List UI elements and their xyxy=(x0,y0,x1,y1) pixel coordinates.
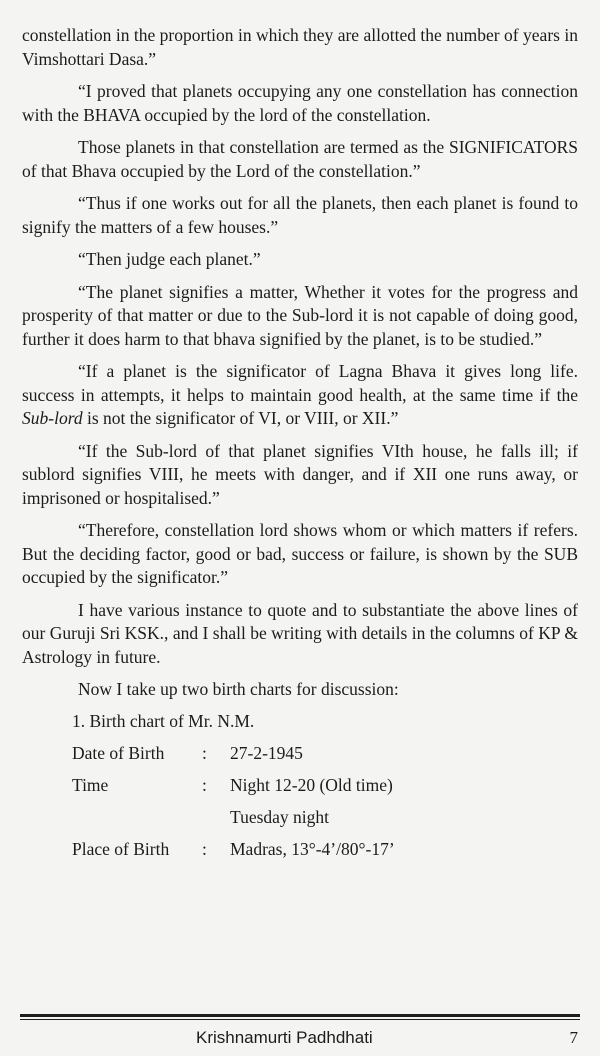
paragraph-4: “Thus if one works out for all the planets, then each planet is found to signify the matters of a few houses.” xyxy=(22,193,578,237)
time-label: Time xyxy=(72,775,109,795)
paragraph-7 xyxy=(22,360,578,431)
paragraph-8: “If the Sub-lord of that planet signifies VIth house, he falls ill; if sublord signifies VIII, he meets with danger, and if XII one runs away, or imprisoned or hospitalised.” xyxy=(22,440,578,508)
paragraph-3: Those planets in that constellation are termed as the SIGNIFICATORS of that Bhava occupied by the Lord of the constellation.” xyxy=(22,137,578,181)
place-colon: : xyxy=(202,839,207,859)
paragraph-9: “Therefore, constellation lord shows whom or which matters if refers. But the deciding factor, good or bad, success or failure, is shown by the SUB occupied by the significator.” xyxy=(22,520,578,587)
sub-lord-italic: Sub-lord xyxy=(22,408,83,428)
place-value: Madras, 13°-4’/80°-17’ xyxy=(230,839,395,859)
paragraph-2: “I proved that planets occupying any one constellation has connection with the BHAVA occupied by the lord of the constellation. xyxy=(22,81,578,125)
dob-colon: : xyxy=(202,743,207,763)
dob-row xyxy=(72,738,578,770)
paragraph-11: Now I take up two birth charts for discussion: xyxy=(78,679,399,699)
page-body xyxy=(22,24,578,866)
time-row xyxy=(72,770,578,802)
dob-value: 27-2-1945 xyxy=(230,743,303,763)
paragraph-10: I have various instance to quote and to substantiate the above lines of our Guruji Sri KSK., and I shall be writing with details in the columns of KP & Astrology in future. xyxy=(22,599,578,667)
time-colon: : xyxy=(202,775,207,795)
footer-rule-thin xyxy=(20,1019,580,1020)
paragraph-7-start: “If a planet is the significator of Lagna Bhava it gives long life. success in attempts, it helps to maintain good health, at the same time if the xyxy=(22,361,578,405)
footer-title: Krishnamurti Padhdhati xyxy=(196,1028,373,1047)
time-extra-value: Tuesday night xyxy=(230,807,330,827)
dob-label: Date of Birth xyxy=(72,743,165,763)
time-value: Night 12-20 (Old time) xyxy=(230,775,393,795)
paragraph-6: “The planet signifies a matter, Whether it votes for the progress and prosperity of that matter or due to the Sub-lord it is not capable of doing good, further it does harm to that bhava signified by the planet, is to be studied.” xyxy=(22,281,578,349)
paragraph-7-end: is not the significator of VI, or VIII, or XII.” xyxy=(86,408,399,428)
paragraph-1: constellation in the proportion in which they are allotted the number of years in Vimshottari Dasa.” xyxy=(22,25,578,69)
birth-chart-heading: 1. Birth chart of Mr. N.M. xyxy=(72,711,255,731)
place-label: Place of Birth xyxy=(72,839,170,859)
birth-chart-details xyxy=(72,706,578,866)
footer-rule-thick xyxy=(20,1014,580,1017)
time-extra-row xyxy=(72,802,578,834)
page-number: 7 xyxy=(569,1028,578,1047)
place-row xyxy=(72,834,578,866)
paragraph-5: “Then judge each planet.” xyxy=(78,249,261,269)
